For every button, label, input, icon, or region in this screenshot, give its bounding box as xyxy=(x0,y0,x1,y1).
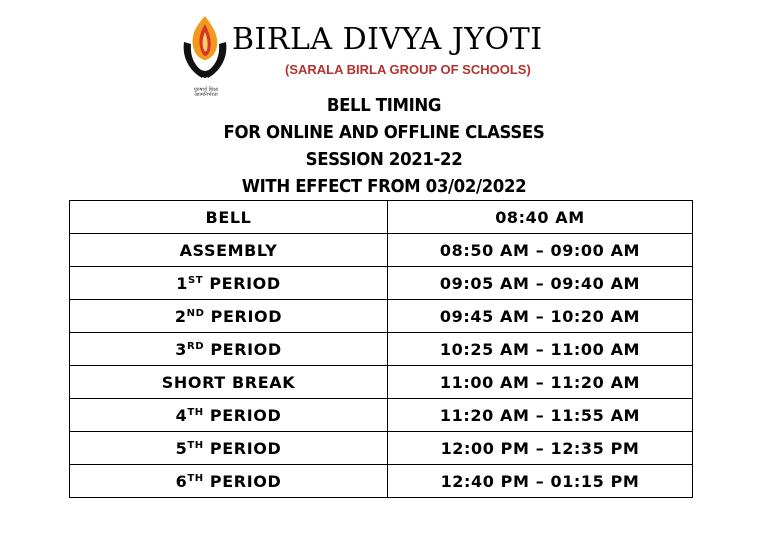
period-number: 2 xyxy=(174,306,187,326)
school-name: BIRLA DIVYA JYOTI xyxy=(232,22,543,57)
school-header xyxy=(180,14,600,98)
time-cell: 12:40 PM – 01:15 PM xyxy=(388,465,693,498)
title-session: SESSION 2021-22 xyxy=(305,149,463,170)
ordinal-suffix: ND xyxy=(186,307,205,319)
ordinal-suffix: TH xyxy=(187,406,204,418)
table-row xyxy=(70,300,693,333)
period-label: ASSEMBLY xyxy=(179,240,278,260)
period-number: 4 xyxy=(175,405,188,425)
flame-hands-logo xyxy=(180,14,230,92)
period-label: BELL xyxy=(205,207,252,227)
time-cell: 11:00 AM – 11:20 AM xyxy=(388,366,693,399)
period-word: PERIOD xyxy=(203,438,282,458)
period-cell xyxy=(70,366,388,399)
ordinal-suffix: TH xyxy=(187,472,204,484)
period-word: PERIOD xyxy=(204,306,283,326)
period-word: PERIOD xyxy=(203,405,282,425)
table-row xyxy=(70,465,693,498)
title-effective-date: WITH EFFECT FROM 03/02/2022 xyxy=(241,176,527,197)
time-cell: 10:25 AM – 11:00 AM xyxy=(388,333,693,366)
table-row xyxy=(70,399,693,432)
period-cell xyxy=(70,201,388,234)
ordinal-suffix: TH xyxy=(187,439,204,451)
period-number: 6 xyxy=(175,471,188,491)
table-row xyxy=(70,366,693,399)
period-cell xyxy=(70,234,388,267)
table-row xyxy=(70,201,693,234)
ordinal-suffix: ST xyxy=(187,274,204,286)
document-titles xyxy=(0,92,768,200)
time-cell: 08:40 AM xyxy=(388,201,693,234)
time-cell: 09:45 AM – 10:20 AM xyxy=(388,300,693,333)
time-cell: 09:05 AM – 09:40 AM xyxy=(388,267,693,300)
table-row xyxy=(70,234,693,267)
period-label: SHORT BREAK xyxy=(161,372,296,392)
period-word: PERIOD xyxy=(203,471,282,491)
table-row xyxy=(70,267,693,300)
period-cell xyxy=(70,399,388,432)
bell-timing-table xyxy=(69,200,693,498)
logo-caption-line-1: पुरुषार्थ शिक्षा xyxy=(193,87,219,93)
table-row xyxy=(70,333,693,366)
table-row xyxy=(70,432,693,465)
period-cell xyxy=(70,333,388,366)
period-cell xyxy=(70,267,388,300)
logo-caption-line-2: आत्मनिर्भरता xyxy=(194,92,218,98)
period-cell xyxy=(70,300,388,333)
period-number: 1 xyxy=(176,273,188,293)
title-classes: FOR ONLINE AND OFFLINE CLASSES xyxy=(223,122,545,143)
period-word: PERIOD xyxy=(203,273,281,293)
time-cell: 12:00 PM – 12:35 PM xyxy=(388,432,693,465)
time-cell: 08:50 AM – 09:00 AM xyxy=(388,234,693,267)
period-number: 5 xyxy=(175,438,188,458)
school-group-name: (SARALA BIRLA GROUP OF SCHOOLS) xyxy=(285,62,531,77)
title-bell-timing: BELL TIMING xyxy=(326,95,442,116)
period-cell xyxy=(70,465,388,498)
period-number: 3 xyxy=(175,339,187,359)
ordinal-suffix: RD xyxy=(186,340,205,352)
period-word: PERIOD xyxy=(204,339,282,359)
period-cell xyxy=(70,432,388,465)
time-cell: 11:20 AM – 11:55 AM xyxy=(388,399,693,432)
